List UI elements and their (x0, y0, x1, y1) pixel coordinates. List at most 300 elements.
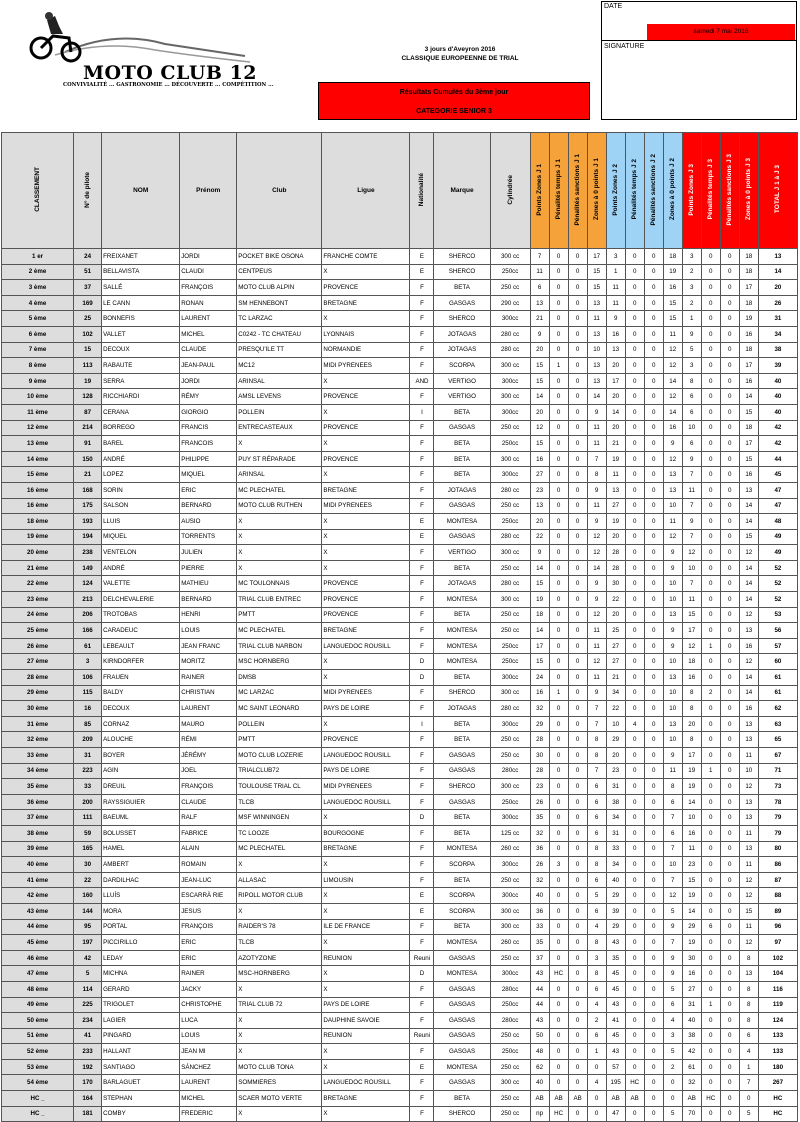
table-cell: 0 (663, 1075, 682, 1091)
table-cell: 0 (568, 373, 587, 389)
table-cell: 32 (530, 872, 549, 888)
table-cell: SHERCO (434, 249, 490, 265)
table-cell: 20 (682, 716, 701, 732)
table-cell: 12 (682, 545, 701, 561)
table-cell: 0 (701, 592, 720, 608)
table-row (2, 1044, 798, 1060)
table-cell: LANGUEDOC ROUSILL (322, 794, 410, 810)
table-cell: 3 (587, 950, 606, 966)
table-cell: DREUIL (102, 779, 180, 795)
table-cell: 15 (663, 311, 682, 327)
table-cell: F (410, 1075, 434, 1091)
table-cell: ENTRECASTEAUX (237, 420, 322, 436)
signature-label: SIGNATURE (604, 43, 645, 50)
table-cell: 86 (758, 857, 797, 873)
table-cell: 1 (682, 311, 701, 327)
table-cell: 6 (530, 280, 549, 296)
table-cell: 29 (682, 919, 701, 935)
table-cell: 49 ème (2, 997, 74, 1013)
table-cell: F (410, 592, 434, 608)
table-cell: 40 (758, 404, 797, 420)
logo-title: MOTO CLUB 12 (83, 62, 258, 84)
table-cell: 46 ème (2, 950, 74, 966)
table-cell: X (322, 857, 410, 873)
table-cell: 0 (701, 1075, 720, 1091)
table-cell: F (410, 872, 434, 888)
table-row (2, 794, 798, 810)
table-cell: 0 (644, 249, 663, 265)
table-cell: 17 (739, 358, 758, 374)
header (0, 0, 800, 130)
table-cell: 73 (758, 779, 797, 795)
table-cell: 0 (549, 436, 568, 452)
table-cell: 19 (682, 779, 701, 795)
table-cell: 33 ème (2, 748, 74, 764)
table-cell: 11 (587, 670, 606, 686)
table-cell: 0 (625, 451, 644, 467)
table-row (2, 373, 798, 389)
date-value: samedi 7 mai 2016 (647, 24, 795, 40)
table-cell: AUSIO (180, 514, 237, 530)
table-cell: HC _ (2, 1106, 74, 1122)
table-cell: 11 (530, 264, 549, 280)
table-cell: 0 (549, 1044, 568, 1060)
table-cell: 0 (720, 607, 739, 623)
table-cell: 11 (739, 919, 758, 935)
table-row (2, 810, 798, 826)
table-cell: BRETAGNE (322, 623, 410, 639)
table-cell: 3 (682, 249, 701, 265)
table-cell: 11 (606, 467, 625, 483)
table-cell: BRETAGNE (322, 841, 410, 857)
table-cell: BERNARD (180, 592, 237, 608)
table-cell: LAURENT (180, 311, 237, 327)
table-cell: 7 (663, 935, 682, 951)
table-cell: HC (758, 1091, 797, 1107)
table-cell: 0 (568, 1059, 587, 1075)
table-cell: 0 (568, 903, 587, 919)
table-cell: 12 (739, 654, 758, 670)
table-cell: 11 (739, 825, 758, 841)
table-cell: JOEL (180, 763, 237, 779)
table-cell: AGIN (102, 763, 180, 779)
table-cell: 17 (530, 638, 549, 654)
table-cell: 133 (758, 1028, 797, 1044)
table-cell: KIRNDORFER (102, 654, 180, 670)
table-cell: 13 (663, 482, 682, 498)
table-cell: 12 (739, 872, 758, 888)
table-cell: 0 (720, 436, 739, 452)
table-row (2, 389, 798, 405)
table-cell: 0 (720, 1106, 739, 1122)
table-cell: 30 (606, 576, 625, 592)
table-cell: 250 cc (490, 560, 530, 576)
table-cell: 0 (568, 748, 587, 764)
table-cell: 0 (549, 498, 568, 514)
table-cell: 16 (682, 825, 701, 841)
table-cell: 0 (549, 467, 568, 483)
table-cell: MOTO CLUB RUTHEN (237, 498, 322, 514)
results-title: Résultats Cumulés du 3ème jour (399, 89, 509, 96)
table-cell: 0 (625, 701, 644, 717)
table-cell: 0 (720, 1059, 739, 1075)
table-cell: MC PLECHATEL (237, 623, 322, 639)
table-cell: 0 (644, 685, 663, 701)
table-cell: 51 (74, 264, 102, 280)
table-cell: 42 (758, 420, 797, 436)
table-cell: 0 (568, 545, 587, 561)
table-row (2, 623, 798, 639)
table-cell: DELCHEVALERIE (102, 592, 180, 608)
table-cell: 267 (758, 1075, 797, 1091)
table-cell: 45 ème (2, 935, 74, 951)
table-cell: 20 (606, 748, 625, 764)
table-cell: SCORPA (434, 358, 490, 374)
table-cell: 0 (644, 560, 663, 576)
table-cell: 0 (644, 872, 663, 888)
table-cell: AB (568, 1091, 587, 1107)
table-cell: 43 (530, 1013, 549, 1029)
table-cell: 8 (587, 841, 606, 857)
table-cell: 13 (739, 810, 758, 826)
table-cell: 0 (701, 825, 720, 841)
table-cell: 0 (720, 872, 739, 888)
table-cell: PROVENCE (322, 576, 410, 592)
table-cell: 0 (625, 264, 644, 280)
table-cell: RÉMI (180, 732, 237, 748)
table-cell: 168 (74, 482, 102, 498)
table-cell: 23 (530, 779, 549, 795)
table-cell: F (410, 732, 434, 748)
table-cell: VENTELON (102, 545, 180, 561)
table-cell: 38 (606, 794, 625, 810)
table-cell: LYONNAIS (322, 326, 410, 342)
table-cell: 280 cc (490, 342, 530, 358)
table-cell: 39 ème (2, 841, 74, 857)
table-cell: 280cc (490, 981, 530, 997)
table-cell: SÁNCHEZ (180, 1059, 237, 1075)
table-cell: X (322, 981, 410, 997)
column-header-label: Zones à 0 points J 3 (745, 158, 753, 221)
table-cell: 195 (606, 1075, 625, 1091)
table-cell: 13 (739, 732, 758, 748)
table-cell: 0 (568, 1028, 587, 1044)
table-cell: 119 (758, 997, 797, 1013)
table-cell: 300cc (490, 716, 530, 732)
table-cell: MONTESA (434, 966, 490, 982)
table-cell: SALSON (102, 498, 180, 514)
table-row (2, 576, 798, 592)
table-cell: 250cc (490, 264, 530, 280)
table-cell: 0 (568, 732, 587, 748)
date-box (601, 1, 797, 41)
table-cell: 22 ème (2, 576, 74, 592)
table-cell: 0 (644, 389, 663, 405)
table-cell: 41 (74, 1028, 102, 1044)
table-cell: GIORGIO (180, 404, 237, 420)
table-cell: 7 (682, 498, 701, 514)
table-cell: 20 (606, 529, 625, 545)
table-cell: 12 (682, 638, 701, 654)
table-cell: 300 cc (490, 358, 530, 374)
table-cell: 10 (682, 810, 701, 826)
table-cell: 6 (701, 919, 720, 935)
column-header (180, 133, 237, 249)
table-row (2, 264, 798, 280)
table-cell: 14 (739, 592, 758, 608)
table-cell: RIPOLL MOTOR CLUB (237, 888, 322, 904)
table-cell: 0 (568, 794, 587, 810)
table-cell: 300cc (490, 311, 530, 327)
table-row (2, 326, 798, 342)
table-cell: GASGAS (434, 498, 490, 514)
table-cell: 21 (606, 436, 625, 452)
table-cell: SANTIAGO (102, 1059, 180, 1075)
table-cell: 4 ème (2, 295, 74, 311)
table-row (2, 420, 798, 436)
table-cell: 209 (74, 732, 102, 748)
table-cell: 0 (568, 841, 587, 857)
table-cell: 150 (74, 451, 102, 467)
table-cell: LLUÍS (102, 888, 180, 904)
table-cell: 3 (549, 857, 568, 873)
table-cell: 9 (682, 326, 701, 342)
table-cell: X (237, 545, 322, 561)
table-cell: 0 (549, 264, 568, 280)
table-cell: RAINER (180, 670, 237, 686)
table-cell: 0 (720, 623, 739, 639)
table-cell: GERARD (102, 981, 180, 997)
table-cell: 0 (549, 389, 568, 405)
table-cell: VALLET (102, 326, 180, 342)
table-cell: 0 (549, 810, 568, 826)
table-cell: 12 (663, 888, 682, 904)
table-cell: 16 (663, 420, 682, 436)
table-cell: 300 cc (490, 779, 530, 795)
table-cell: 11 (739, 857, 758, 873)
table-cell: 0 (549, 701, 568, 717)
column-header-label: Zones à 0 points J 1 (593, 158, 601, 221)
table-cell: 0 (568, 1075, 587, 1091)
table-cell: HC (758, 1106, 797, 1122)
table-cell: RALF (180, 810, 237, 826)
table-cell: D (410, 810, 434, 826)
table-row (2, 841, 798, 857)
table-cell: 39 (758, 358, 797, 374)
table-cell: 0 (720, 420, 739, 436)
table-cell: TORRENTS (180, 529, 237, 545)
table-cell: 128 (74, 389, 102, 405)
table-cell: 0 (568, 872, 587, 888)
table-cell: 0 (644, 373, 663, 389)
column-header (701, 133, 720, 249)
table-cell: 29 (606, 732, 625, 748)
table-cell: 27 (530, 467, 549, 483)
table-cell: GASGAS (434, 1075, 490, 1091)
table-cell: 14 (587, 560, 606, 576)
table-cell: 0 (644, 716, 663, 732)
table-cell: 8 (739, 950, 758, 966)
table-cell: 45 (606, 1028, 625, 1044)
table-cell: 60 (758, 654, 797, 670)
table-cell: 0 (549, 872, 568, 888)
table-cell: 300 cc (490, 685, 530, 701)
table-cell: 206 (74, 607, 102, 623)
table-cell: 20 (758, 280, 797, 296)
table-cell: 0 (587, 1059, 606, 1075)
table-cell: F (410, 685, 434, 701)
table-cell: 250 cc (490, 748, 530, 764)
column-header-label: Points Zones J 3 (688, 163, 696, 216)
table-cell: SHERCO (434, 685, 490, 701)
table-cell: 300cc (490, 857, 530, 873)
table-cell: 0 (644, 545, 663, 561)
table-cell: GASGAS (434, 763, 490, 779)
table-cell: E (410, 514, 434, 530)
table-cell: MC SAINT LEONARD (237, 701, 322, 717)
table-cell: 28 (606, 560, 625, 576)
table-cell: 22 (606, 592, 625, 608)
table-cell: 0 (625, 498, 644, 514)
table-cell: X (322, 654, 410, 670)
table-cell: BETA (434, 280, 490, 296)
table-cell: 14 (739, 560, 758, 576)
table-cell: BETA (434, 607, 490, 623)
table-cell: 36 (530, 903, 549, 919)
table-cell: 0 (644, 467, 663, 483)
table-cell: 300 cc (490, 451, 530, 467)
table-cell: MAURO (180, 716, 237, 732)
table-row (2, 685, 798, 701)
table-cell: X (322, 903, 410, 919)
table-cell: 0 (625, 545, 644, 561)
table-cell: 45 (606, 966, 625, 982)
table-cell: F (410, 981, 434, 997)
table-cell: 32 (682, 1075, 701, 1091)
table-cell: 30 (74, 857, 102, 873)
table-cell: 47 (758, 498, 797, 514)
table-cell: 1 (701, 997, 720, 1013)
table-cell: 42 (758, 436, 797, 452)
table-cell: 0 (549, 576, 568, 592)
table-cell: 24 ème (2, 607, 74, 623)
table-cell: 12 (587, 545, 606, 561)
table-cell: 15 (530, 654, 549, 670)
table-cell: 52 (758, 592, 797, 608)
table-cell: 197 (74, 935, 102, 951)
table-cell: 12 (587, 654, 606, 670)
table-cell: VERTIGO (434, 389, 490, 405)
table-cell: MICHEL (180, 1091, 237, 1107)
table-cell: 0 (568, 825, 587, 841)
table-cell: 181 (74, 1106, 102, 1122)
table-cell: F (410, 342, 434, 358)
table-cell: X (322, 436, 410, 452)
table-cell: 19 (663, 264, 682, 280)
table-cell: 0 (625, 1059, 644, 1075)
table-cell: 17 (587, 249, 606, 265)
table-cell: SHERCO (434, 779, 490, 795)
table-cell: 0 (568, 420, 587, 436)
table-cell: MIDI PYRENEES (322, 358, 410, 374)
table-cell: 13 (587, 295, 606, 311)
table-cell: 0 (625, 249, 644, 265)
table-cell: 106 (74, 670, 102, 686)
table-cell: 79 (758, 825, 797, 841)
table-cell: 0 (625, 810, 644, 826)
table-cell: 234 (74, 1013, 102, 1029)
column-header (237, 133, 322, 249)
table-row (2, 638, 798, 654)
table-cell: 28 (606, 545, 625, 561)
table-cell: 0 (644, 342, 663, 358)
table-cell: 7 (739, 1075, 758, 1091)
table-cell: SALLÉ (102, 280, 180, 296)
table-cell: 0 (720, 794, 739, 810)
table-cell: 40 ème (2, 857, 74, 873)
table-cell: 0 (568, 763, 587, 779)
table-cell: JULIEN (180, 545, 237, 561)
table-cell: 42 ème (2, 888, 74, 904)
table-cell: 280cc (490, 1013, 530, 1029)
table-cell: 14 (739, 685, 758, 701)
table-cell: FREDERIC (180, 1106, 237, 1122)
table-cell: 18 (739, 342, 758, 358)
table-cell: JEAN FRANC (180, 638, 237, 654)
table-cell: JEAN-PAUL (180, 358, 237, 374)
table-cell: 0 (625, 1013, 644, 1029)
table-cell: 260 cc (490, 935, 530, 951)
table-cell: 0 (701, 1013, 720, 1029)
table-cell: 53 ème (2, 1059, 74, 1075)
table-cell: 0 (739, 1091, 758, 1107)
table-cell: 0 (568, 436, 587, 452)
column-header-label: Pénalités temps J 2 (631, 159, 639, 220)
table-cell: 20 (606, 358, 625, 374)
table-cell: 96 (758, 919, 797, 935)
table-cell: F (410, 420, 434, 436)
table-cell: 0 (701, 981, 720, 997)
table-cell: ARINSAL (237, 373, 322, 389)
table-cell: MONTESA (434, 514, 490, 530)
table-cell: 0 (549, 295, 568, 311)
table-cell: 0 (701, 903, 720, 919)
table-cell: 250cc (490, 638, 530, 654)
table-cell: AB (682, 1091, 701, 1107)
table-cell: 0 (644, 1059, 663, 1075)
table-cell: 0 (549, 514, 568, 530)
table-cell: 16 (530, 451, 549, 467)
table-cell: 0 (720, 295, 739, 311)
table-cell: X (237, 981, 322, 997)
table-cell: 149 (74, 560, 102, 576)
table-cell: 48 (758, 514, 797, 530)
column-header (606, 133, 625, 249)
table-cell: 6 (587, 779, 606, 795)
table-cell: 22 (530, 529, 549, 545)
table-cell: BETA (434, 436, 490, 452)
table-cell: 115 (74, 685, 102, 701)
table-cell: ERIC (180, 935, 237, 951)
table-cell: 0 (644, 529, 663, 545)
table-cell: 0 (625, 623, 644, 639)
table-cell: 52 (758, 560, 797, 576)
table-cell: 11 (587, 311, 606, 327)
table-cell: 280 cc (490, 529, 530, 545)
table-cell: 62 (758, 701, 797, 717)
table-cell: 2 (682, 264, 701, 280)
table-cell: BELLAVISTA (102, 264, 180, 280)
